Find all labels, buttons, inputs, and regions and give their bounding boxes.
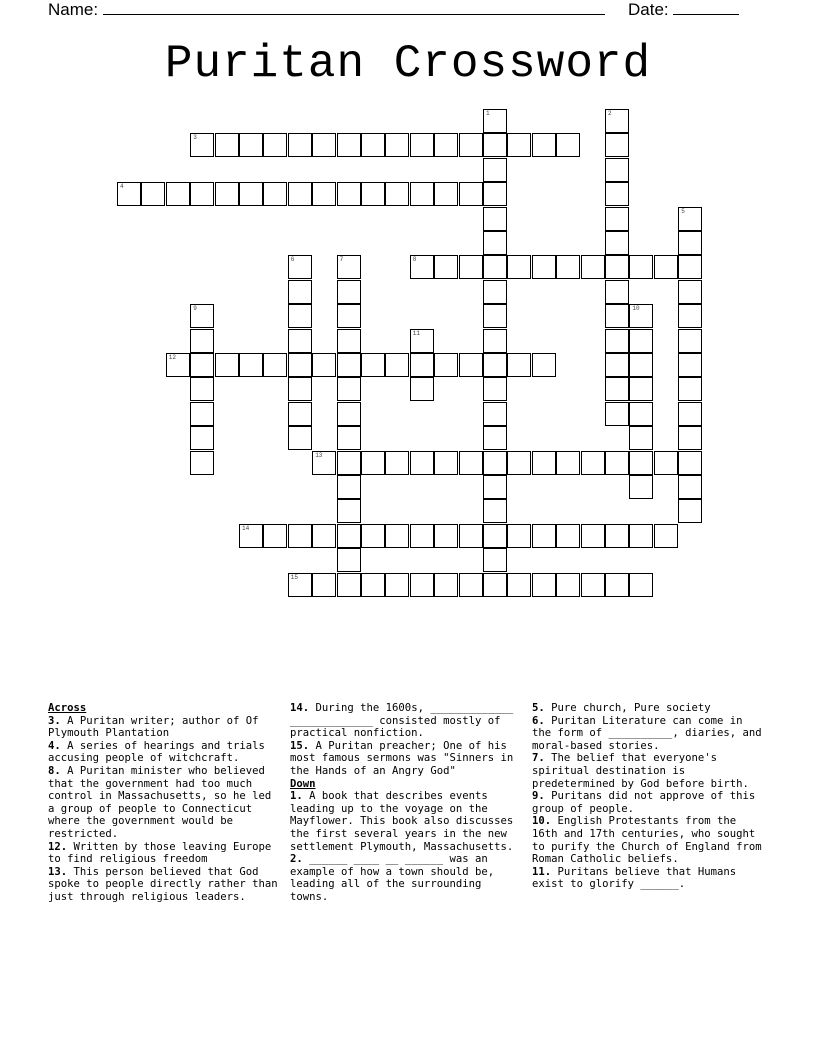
grid-cell[interactable] (629, 524, 653, 548)
grid-cell[interactable] (532, 133, 556, 157)
grid-cell[interactable] (215, 353, 239, 377)
grid-cell[interactable] (312, 524, 336, 548)
grid-cell[interactable] (532, 524, 556, 548)
grid-cell[interactable] (459, 573, 483, 597)
grid-cell[interactable] (263, 133, 287, 157)
grid-cell[interactable] (288, 377, 312, 401)
grid-cell[interactable] (483, 475, 507, 499)
grid-cell[interactable] (629, 426, 653, 450)
clue-number: 10 (632, 305, 640, 313)
clue-num: 9. (532, 790, 545, 803)
grid-cell[interactable] (288, 255, 312, 279)
grid-cell[interactable] (678, 280, 702, 304)
grid-cell[interactable] (678, 499, 702, 523)
grid-cell[interactable] (678, 426, 702, 450)
grid-cell[interactable] (239, 524, 263, 548)
grid-cell[interactable] (483, 402, 507, 426)
grid-cell[interactable] (629, 377, 653, 401)
grid-cell[interactable] (385, 573, 409, 597)
clue-number: 2 (608, 110, 612, 117)
grid-cell[interactable] (483, 426, 507, 450)
grid-cell[interactable] (483, 304, 507, 328)
grid-cell[interactable] (385, 182, 409, 206)
grid-cell[interactable] (385, 524, 409, 548)
grid-cell[interactable] (263, 353, 287, 377)
grid-cell[interactable] (190, 133, 214, 157)
grid-cell[interactable] (361, 133, 385, 157)
clue-num: 10. (532, 815, 552, 828)
grid-cell[interactable] (434, 182, 458, 206)
clue-num: 8. (48, 764, 61, 777)
clues-column-1 (48, 702, 280, 904)
grid-cell[interactable] (312, 133, 336, 157)
grid-cell[interactable] (337, 573, 361, 597)
grid-cell[interactable] (483, 207, 507, 231)
grid-cell[interactable] (166, 182, 190, 206)
grid-cell[interactable] (605, 133, 629, 157)
clue (532, 790, 764, 815)
grid-cell[interactable] (629, 451, 653, 475)
grid-cell[interactable] (190, 377, 214, 401)
grid-cell[interactable] (605, 402, 629, 426)
name-label: Name: (48, 0, 99, 19)
clue-number: 6 (290, 256, 295, 264)
clue-num: 7. (532, 752, 545, 765)
grid-cell[interactable] (263, 182, 287, 206)
grid-cell[interactable] (678, 377, 702, 401)
grid-cell[interactable] (385, 133, 409, 157)
grid-cell[interactable] (239, 182, 263, 206)
grid-cell[interactable] (507, 524, 531, 548)
grid-cell[interactable] (605, 451, 629, 475)
clue (290, 740, 522, 778)
grid-cell[interactable] (434, 133, 458, 157)
grid-cell[interactable] (337, 451, 361, 475)
grid-cell[interactable] (361, 451, 385, 475)
grid-cell[interactable] (483, 548, 507, 572)
grid-cell[interactable] (410, 133, 434, 157)
grid-cell[interactable] (605, 353, 629, 377)
grid-cell[interactable] (288, 280, 312, 304)
clue-num: 3. (48, 714, 61, 727)
clue (290, 853, 522, 903)
grid-cell[interactable] (410, 329, 434, 353)
clue-number: 3 (193, 134, 197, 142)
grid-cell[interactable] (434, 353, 458, 377)
grid-cell[interactable] (507, 255, 531, 279)
clue-num: 4. (48, 739, 61, 752)
grid-cell[interactable] (678, 353, 702, 377)
grid-cell[interactable] (337, 255, 361, 279)
grid-cell[interactable] (288, 402, 312, 426)
grid-cell[interactable] (288, 304, 312, 328)
grid-cell[interactable] (312, 573, 336, 597)
grid-cell[interactable] (434, 524, 458, 548)
grid-cell[interactable] (337, 304, 361, 328)
grid-cell[interactable] (288, 573, 312, 597)
grid-cell[interactable] (605, 280, 629, 304)
grid-cell[interactable] (629, 329, 653, 353)
grid-cell[interactable] (312, 353, 336, 377)
clue (290, 702, 522, 740)
grid-cell[interactable] (215, 133, 239, 157)
grid-cell[interactable] (556, 255, 580, 279)
grid-cell[interactable] (483, 280, 507, 304)
grid-cell[interactable] (678, 451, 702, 475)
grid-cell[interactable] (361, 573, 385, 597)
clue-num: 14. (290, 702, 310, 714)
grid-cell[interactable] (434, 451, 458, 475)
grid-cell[interactable] (410, 182, 434, 206)
clue-number: 15 (290, 573, 298, 581)
clue (532, 866, 764, 891)
grid-cell[interactable] (507, 353, 531, 377)
clue-text: A Puritan preacher; One of his most famous sermons was "Sinners in the Hands of an Angry God" (290, 739, 514, 777)
clue (48, 740, 280, 765)
down-heading: Down (290, 777, 316, 790)
grid-cell[interactable] (410, 524, 434, 548)
grid-cell[interactable] (239, 353, 263, 377)
clue-num: 13. (48, 865, 68, 878)
grid-cell[interactable] (556, 451, 580, 475)
clue-text: ______ ____ __ ______ was an example of how a town should be, leading all of the surrounding towns. (290, 853, 495, 903)
grid-cell[interactable] (337, 524, 361, 548)
grid-cell[interactable] (483, 158, 507, 182)
grid-cell[interactable] (678, 329, 702, 353)
grid-cell[interactable] (483, 451, 507, 475)
grid-cell[interactable] (312, 182, 336, 206)
clue-num: 11. (532, 865, 552, 878)
clue-number: 14 (242, 524, 250, 532)
grid-cell[interactable] (678, 304, 702, 328)
grid-cell[interactable] (459, 353, 483, 377)
clue (48, 841, 280, 866)
grid-cell[interactable] (337, 377, 361, 401)
grid-cell[interactable] (410, 451, 434, 475)
clue-text: A book that describes events leading up to the voyage on the Mayflower. This book also discusses the first several years in the new settlement Plymouth, Massachusetts. (290, 790, 514, 853)
clues-column-3 (532, 702, 764, 891)
grid-cell[interactable] (239, 133, 263, 157)
grid-cell[interactable] (288, 182, 312, 206)
grid-cell[interactable] (361, 524, 385, 548)
clue-number: 13 (315, 451, 323, 459)
grid-cell[interactable] (337, 182, 361, 206)
grid-cell[interactable] (483, 353, 507, 377)
clue (48, 866, 280, 904)
down-clue-list (290, 790, 522, 903)
grid-cell[interactable] (410, 353, 434, 377)
across-clue-list-cont (290, 702, 522, 778)
clue-text: Puritans believe that Humans exist to glorify ______. (532, 865, 737, 891)
clue-num: 2. (290, 853, 303, 866)
clue-num: 1. (290, 790, 303, 803)
clue (532, 702, 764, 715)
grid-cell[interactable] (385, 451, 409, 475)
clue-text: The belief that everyone's spiritual destination is predetermined by God before birth. (532, 752, 749, 790)
across-heading: Across (48, 702, 87, 714)
grid-cell[interactable] (288, 426, 312, 450)
grid-cell[interactable] (483, 499, 507, 523)
grid-cell[interactable] (605, 329, 629, 353)
grid-cell[interactable] (556, 524, 580, 548)
grid-cell[interactable] (532, 451, 556, 475)
grid-cell[interactable] (410, 255, 434, 279)
clue-text: A Puritan writer; author of Of Plymouth Plantation (48, 714, 259, 740)
grid-cell[interactable] (190, 426, 214, 450)
grid-cell[interactable] (556, 133, 580, 157)
grid-cell[interactable] (459, 133, 483, 157)
down-clue-list-cont (532, 702, 764, 891)
clue-num: 12. (48, 840, 68, 853)
grid-cell[interactable] (117, 182, 141, 206)
grid-cell[interactable] (166, 353, 190, 377)
grid-cell[interactable] (337, 280, 361, 304)
grid-cell[interactable] (629, 573, 653, 597)
grid-cell[interactable] (678, 207, 702, 231)
grid-cell[interactable] (605, 182, 629, 206)
grid-cell[interactable] (581, 573, 605, 597)
grid-cell[interactable] (605, 255, 629, 279)
grid-cell[interactable] (678, 402, 702, 426)
grid-cell[interactable] (605, 207, 629, 231)
clue-number: 8 (412, 256, 417, 264)
grid-cell[interactable] (288, 353, 312, 377)
grid-cell[interactable] (410, 377, 434, 401)
grid-cell[interactable] (337, 329, 361, 353)
grid-cell[interactable] (556, 573, 580, 597)
grid-cell[interactable] (337, 426, 361, 450)
clue (290, 790, 522, 853)
grid-cell[interactable] (337, 499, 361, 523)
grid-cell[interactable] (337, 353, 361, 377)
grid-cell[interactable] (507, 133, 531, 157)
grid-cell[interactable] (361, 182, 385, 206)
grid-cell[interactable] (337, 402, 361, 426)
grid-cell[interactable] (141, 182, 165, 206)
grid-cell[interactable] (483, 133, 507, 157)
grid-cell[interactable] (190, 402, 214, 426)
grid-cell[interactable] (629, 402, 653, 426)
grid-cell[interactable] (605, 304, 629, 328)
grid-cell[interactable] (190, 353, 214, 377)
clue-text: This person believed that God spoke to people directly rather than just through religious leaders. (48, 865, 278, 903)
clue-num: 5. (532, 702, 545, 714)
grid-cell[interactable] (629, 353, 653, 377)
grid-cell[interactable] (532, 573, 556, 597)
clue-text: Puritans did not approve of this group of people. (532, 790, 756, 815)
grid-cell[interactable] (288, 329, 312, 353)
grid-cell[interactable] (337, 475, 361, 499)
clue-text: Pure church, Pure society (544, 702, 711, 714)
clue-text: A series of hearings and trials accusing people of witchcraft. (48, 739, 265, 765)
clue (48, 715, 280, 740)
clue-num: 6. (532, 714, 545, 727)
clue-number: 9 (193, 305, 197, 313)
grid-cell[interactable] (605, 231, 629, 255)
grid-cell[interactable] (483, 255, 507, 279)
clue (532, 715, 764, 753)
clue (532, 752, 764, 790)
grid-cell[interactable] (532, 255, 556, 279)
grid-cell[interactable] (337, 548, 361, 572)
grid-cell[interactable] (629, 475, 653, 499)
clue-text: A Puritan minister who believed that the government had too much control in Massachusetts, so he led a group of people to Connecticut where the government would be restricted. (48, 764, 272, 840)
grid-cell[interactable] (629, 304, 653, 328)
grid-cell[interactable] (581, 255, 605, 279)
grid-cell[interactable] (459, 524, 483, 548)
grid-cell[interactable] (678, 231, 702, 255)
grid-cell[interactable] (288, 524, 312, 548)
grid-cell[interactable] (483, 231, 507, 255)
grid-cell[interactable] (605, 109, 629, 133)
grid-cell[interactable] (654, 451, 678, 475)
grid-cell[interactable] (507, 573, 531, 597)
grid-cell[interactable] (678, 255, 702, 279)
clues-column-2 (290, 702, 522, 904)
grid-cell[interactable] (190, 304, 214, 328)
clue-number: 11 (412, 329, 420, 337)
clue-number: 12 (168, 354, 176, 361)
grid-cell[interactable] (410, 573, 434, 597)
clue-number: 1 (486, 110, 490, 117)
grid-cell[interactable] (605, 158, 629, 182)
grid-cell[interactable] (654, 255, 678, 279)
clue-num: 15. (290, 739, 310, 752)
grid-cell[interactable] (361, 353, 385, 377)
clue (48, 765, 280, 841)
grid-cell[interactable] (581, 451, 605, 475)
grid-cell[interactable] (483, 377, 507, 401)
clue-number: 7 (339, 256, 344, 264)
grid-cell[interactable] (337, 133, 361, 157)
grid-cell[interactable] (288, 133, 312, 157)
grid-cell[interactable] (434, 255, 458, 279)
grid-cell[interactable] (654, 524, 678, 548)
grid-cell[interactable] (385, 353, 409, 377)
grid-cell[interactable] (190, 451, 214, 475)
grid-cell[interactable] (629, 255, 653, 279)
grid-cell[interactable] (678, 475, 702, 499)
page-title: Puritan Crossword (164, 38, 652, 90)
clue-text: Puritan Literature can come in the form of __________, diaries, and moral-based stories. (532, 714, 762, 752)
clue-number: 5 (681, 207, 685, 215)
grid-cell[interactable] (483, 329, 507, 353)
grid-cell[interactable] (605, 377, 629, 401)
grid-cell[interactable] (483, 109, 507, 133)
grid-cell[interactable] (507, 451, 531, 475)
clue-text: Written by those leaving Europe to find religious freedom (48, 840, 272, 866)
grid-cell[interactable] (459, 451, 483, 475)
grid-cell[interactable] (434, 573, 458, 597)
clue-number: 4 (120, 183, 124, 191)
date-label: Date: (628, 0, 669, 19)
grid-cell[interactable] (483, 182, 507, 206)
grid-cell[interactable] (532, 353, 556, 377)
grid-cell[interactable] (605, 524, 629, 548)
grid-cell[interactable] (459, 182, 483, 206)
clue (532, 815, 764, 865)
across-clue-list (48, 715, 280, 904)
clue-text: During the 1600s, _____________ _____________ consisted mostly of practical nonfiction. (290, 702, 514, 740)
grid-cell[interactable] (215, 182, 239, 206)
clue-text: English Protestants from the 16th and 17th centuries, who sought to purify the Church of England from Roman Catholic beliefs. (532, 815, 762, 866)
grid-cell[interactable] (483, 573, 507, 597)
grid-cell[interactable] (312, 451, 336, 475)
grid-cell[interactable] (605, 573, 629, 597)
grid-cell[interactable] (459, 255, 483, 279)
grid-cell[interactable] (581, 524, 605, 548)
grid-cell[interactable] (263, 524, 287, 548)
grid-cell[interactable] (483, 524, 507, 548)
grid-cell[interactable] (190, 329, 214, 353)
grid-cell[interactable] (190, 182, 214, 206)
